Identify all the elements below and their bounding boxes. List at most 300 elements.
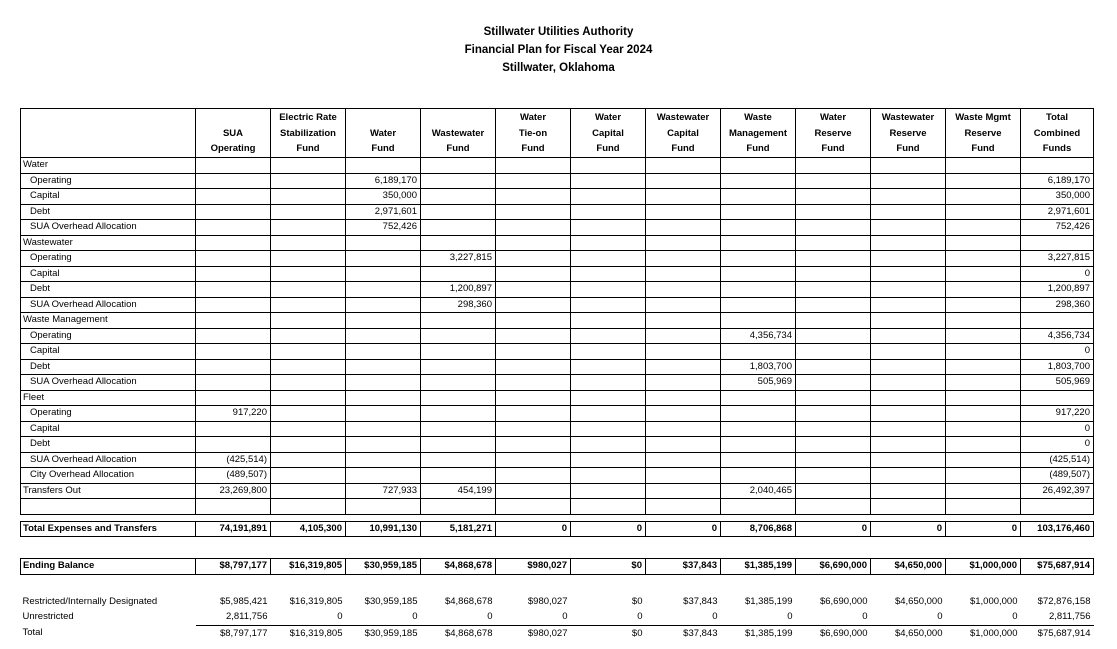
column-header-line [199,110,267,126]
amount-cell [346,235,421,251]
amount-cell [946,421,1021,437]
amount-cell [421,328,496,344]
amount-cell [421,359,496,375]
amount-cell [646,189,721,205]
amount-cell [271,452,346,468]
amount-cell [646,328,721,344]
section-row [21,158,1094,174]
summary-amount: $5,985,421 [219,595,268,607]
column-header-line: Fund [746,143,770,154]
column-header-line: Wastewater [656,112,710,123]
amount-cell [421,437,496,453]
amount-cell [196,282,271,298]
amount-cell: 454,199 [421,483,496,499]
amount-cell [421,266,496,282]
line-item-row [21,344,1094,360]
amount-cell [871,297,946,313]
line-item-row [21,266,1094,282]
column-header-line: Reserve [814,127,852,139]
amount-cell [346,328,421,344]
amount-cell [721,421,796,437]
header-corner-cell [21,109,196,158]
summary-amount: $980,027 [527,595,568,607]
amount-cell [946,173,1021,189]
amount-cell [571,313,646,329]
summary-amount: 0 [562,611,568,622]
column-header-line: Waste Mgmt [955,112,1011,123]
spacer-row [21,537,1094,559]
amount-cell [871,189,946,205]
column-header-line: Water [519,112,547,123]
line-item-row [21,375,1094,391]
amount-cell [871,468,946,484]
summary-amount: $16,319,805 [289,595,343,607]
amount-cell [196,235,271,251]
amount-cell [271,499,346,515]
row-label: Water [21,158,196,174]
amount-cell [646,158,721,174]
amount-cell [421,189,496,205]
amount-cell [721,173,796,189]
line-item-row [21,359,1094,375]
amount-cell [571,282,646,298]
amount-cell [871,220,946,236]
amount-cell [571,499,646,515]
amount-cell [646,313,721,329]
amount-cell [646,266,721,282]
amount-cell [271,189,346,205]
amount-cell: 752,426 [346,220,421,236]
column-header-line: Total [1046,112,1068,123]
summary-amount: 0 [337,611,343,622]
column-header-line: Combined [1033,127,1081,139]
amount-cell [796,359,871,375]
amount-cell [946,220,1021,236]
summary-row [21,625,1094,641]
amount-cell [271,437,346,453]
amount-cell [571,359,646,375]
row-label: Operating [21,173,196,189]
amount-cell [346,468,421,484]
amount-cell [946,359,1021,375]
total-expenses-amount: 0 [496,521,571,537]
amount-cell [721,158,796,174]
amount-cell [1021,390,1094,406]
column-header-line: Reserve [964,127,1002,139]
amount-cell [796,220,871,236]
amount-cell: 3,227,815 [1021,251,1094,267]
amount-cell [421,313,496,329]
amount-cell [796,282,871,298]
amount-cell [271,483,346,499]
amount-cell: 752,426 [1021,220,1094,236]
amount-cell [871,266,946,282]
total-expenses-amount: 0 [871,521,946,537]
ending-balance-amount: $8,797,177 [196,559,271,575]
amount-cell [196,204,271,220]
summary-row [21,609,1094,625]
amount-cell [571,297,646,313]
amount-cell [646,499,721,515]
report-title: Stillwater Utilities Authority [483,26,634,38]
amount-cell: 2,040,465 [721,483,796,499]
amount-cell [871,483,946,499]
amount-cell [571,390,646,406]
summary-amount: 0 [412,611,418,622]
amount-cell [796,452,871,468]
total-expenses-amount: 103,176,460 [1021,521,1094,537]
amount-cell: 298,360 [1021,297,1094,313]
amount-cell [646,421,721,437]
column-header-line: Capital [592,127,624,139]
amount-cell [871,344,946,360]
amount-cell [421,390,496,406]
row-label: Operating [21,251,196,267]
amount-cell [946,483,1021,499]
amount-cell [421,406,496,422]
amount-cell [346,499,421,515]
column-header-line: Wastewater [431,127,485,139]
amount-cell [496,173,571,189]
amount-cell [196,359,271,375]
column-header [721,109,796,158]
amount-cell: 26,492,397 [1021,483,1094,499]
amount-cell [271,468,346,484]
amount-cell [721,235,796,251]
amount-cell [796,375,871,391]
amount-cell: 4,356,734 [721,328,796,344]
amount-cell [346,344,421,360]
total-expenses-amount: 74,191,891 [196,521,271,537]
column-header-line: Capital [667,127,699,139]
total-expenses-amount: 0 [946,521,1021,537]
amount-cell: 23,269,800 [196,483,271,499]
amount-cell [571,468,646,484]
amount-cell [796,483,871,499]
report-location: Stillwater, Oklahoma [502,62,615,74]
summary-amount: $0 [631,595,643,607]
column-header-line: Fund [521,143,545,154]
amount-cell [796,235,871,251]
row-label [21,499,196,515]
amount-cell: 727,933 [346,483,421,499]
amount-cell [196,297,271,313]
amount-cell [646,483,721,499]
amount-cell: 0 [1021,344,1094,360]
amount-cell [721,251,796,267]
line-item-row [21,282,1094,298]
amount-cell: 0 [1021,266,1094,282]
amount-cell [646,359,721,375]
column-header-line [349,110,417,126]
amount-cell [346,390,421,406]
column-header-line: Waste [744,112,772,123]
ending-balance-amount: $980,027 [496,559,571,575]
amount-cell [946,235,1021,251]
amount-cell [646,375,721,391]
amount-cell [271,297,346,313]
amount-cell [271,313,346,329]
amount-cell [196,173,271,189]
row-label: Debt [21,282,196,298]
total-expenses-amount: 8,706,868 [721,521,796,537]
amount-cell [721,282,796,298]
amount-cell [721,344,796,360]
row-label: Operating [21,328,196,344]
amount-cell [871,375,946,391]
summary-amount: $980,027 [496,625,571,641]
amount-cell [421,452,496,468]
amount-cell [346,437,421,453]
total-expenses-amount: 0 [571,521,646,537]
amount-cell [271,375,346,391]
amount-cell [646,173,721,189]
total-expenses-amount: 0 [796,521,871,537]
summary-amount: 0 [637,611,643,622]
amount-cell [946,344,1021,360]
row-label: Debt [21,204,196,220]
row-label: Capital [21,266,196,282]
amount-cell [871,158,946,174]
amount-cell [796,344,871,360]
ending-balance-amount: $30,959,185 [346,559,421,575]
amount-cell [646,437,721,453]
amount-cell: 1,803,700 [1021,359,1094,375]
amount-cell [421,173,496,189]
amount-cell: 0 [1021,421,1094,437]
amount-cell [796,406,871,422]
row-label: City Overhead Allocation [21,468,196,484]
amount-cell [721,204,796,220]
amount-cell: (489,507) [196,468,271,484]
summary-amount: $4,650,000 [894,595,943,607]
summary-amount: $1,385,199 [721,625,796,641]
amount-cell [871,328,946,344]
amount-cell [646,297,721,313]
section-row [21,313,1094,329]
amount-cell [196,266,271,282]
amount-cell [1021,499,1094,515]
amount-cell [571,437,646,453]
amount-cell [646,282,721,298]
report-subtitle: Financial Plan for Fiscal Year 2024 [464,44,653,56]
amount-cell [571,266,646,282]
amount-cell [871,251,946,267]
row-label: Capital [21,421,196,437]
amount-cell [496,421,571,437]
amount-cell [346,359,421,375]
amount-cell: 1,200,897 [1021,282,1094,298]
amount-cell [946,499,1021,515]
total-expenses-label: Total Expenses and Transfers [21,521,196,537]
amount-cell [646,344,721,360]
amount-cell: 6,189,170 [346,173,421,189]
column-header-line: Water [369,127,397,139]
amount-cell [571,220,646,236]
amount-cell [421,235,496,251]
amount-cell [346,158,421,174]
summary-amount: 2,811,756 [1048,611,1091,622]
section-row [21,390,1094,406]
amount-cell [871,313,946,329]
amount-cell [796,421,871,437]
amount-cell [946,297,1021,313]
amount-cell [1021,313,1094,329]
amount-cell: 350,000 [1021,189,1094,205]
amount-cell [796,297,871,313]
amount-cell [796,173,871,189]
total-expenses-amount: 5,181,271 [421,521,496,537]
amount-cell [571,158,646,174]
amount-cell [796,251,871,267]
row-label: Debt [21,437,196,453]
amount-cell [496,297,571,313]
row-label: Waste Management [21,313,196,329]
amount-cell [571,483,646,499]
amount-cell [271,204,346,220]
amount-cell [946,452,1021,468]
row-label: SUA Overhead Allocation [21,452,196,468]
ending-balance-amount: $37,843 [646,559,721,575]
column-header-line: Water [594,112,622,123]
amount-cell [571,452,646,468]
line-item-row [21,468,1094,484]
line-item-row [21,173,1094,189]
spacer-cell [21,514,1094,521]
summary-amount: $1,385,199 [744,595,793,607]
column-header-line: Management [728,127,788,139]
spacer-row [21,574,1094,594]
row-label: Wastewater [21,235,196,251]
amount-cell: 350,000 [346,189,421,205]
row-label: Operating [21,406,196,422]
amount-cell [571,204,646,220]
amount-cell [496,313,571,329]
amount-cell [421,158,496,174]
amount-cell [496,204,571,220]
summary-amount: 2,811,756 [225,611,268,622]
column-header [796,109,871,158]
amount-cell [496,344,571,360]
column-header [946,109,1021,158]
column-header [496,109,571,158]
amount-cell [196,251,271,267]
ending-balance-amount: $16,319,805 [271,559,346,575]
column-header-line: Electric Rate [279,112,337,123]
amount-cell [1021,158,1094,174]
amount-cell [271,421,346,437]
amount-cell [496,251,571,267]
amount-cell [421,220,496,236]
amount-cell [721,266,796,282]
amount-cell [871,235,946,251]
amount-cell [271,251,346,267]
amount-cell [721,189,796,205]
amount-cell [271,390,346,406]
amount-cell [421,468,496,484]
amount-cell [721,499,796,515]
amount-cell [421,344,496,360]
column-header [646,109,721,158]
amount-cell [271,158,346,174]
summary-label: Unrestricted [22,611,74,623]
column-header [871,109,946,158]
amount-cell [646,220,721,236]
total-expenses-amount: 4,105,300 [271,521,346,537]
amount-cell [571,421,646,437]
column-header-line: Fund [296,143,320,154]
ending-balance-amount: $1,000,000 [946,559,1021,575]
amount-cell [196,344,271,360]
amount-cell [721,406,796,422]
amount-cell [496,220,571,236]
amount-cell [571,251,646,267]
amount-cell [571,375,646,391]
column-header-line: Fund [671,143,695,154]
amount-cell [496,468,571,484]
amount-cell [196,189,271,205]
amount-cell: 0 [1021,437,1094,453]
amount-cell [271,282,346,298]
amount-cell [271,344,346,360]
row-label: Fleet [21,390,196,406]
amount-cell [496,189,571,205]
column-header [1021,109,1094,158]
amount-cell [871,204,946,220]
amount-cell [346,421,421,437]
summary-amount: $16,319,805 [271,625,346,641]
column-header-line: Fund [596,143,620,154]
column-header-row [21,109,1094,158]
amount-cell [421,375,496,391]
row-label: SUA Overhead Allocation [21,375,196,391]
amount-cell [571,189,646,205]
spacer-cell [21,574,1094,594]
summary-amount: $30,959,185 [364,595,418,607]
summary-amount: 0 [787,611,793,622]
amount-cell [646,452,721,468]
summary-amount: 0 [1012,611,1018,622]
amount-cell [721,220,796,236]
amount-cell [346,313,421,329]
amount-cell [796,189,871,205]
spacer-row [21,514,1094,521]
amount-cell [496,375,571,391]
section-row [21,499,1094,515]
summary-label: Total [22,627,43,639]
amount-cell [871,406,946,422]
ending-balance-row [21,559,1094,575]
column-header-line: Fund [821,143,845,154]
column-header-line: SUA [222,127,244,139]
amount-cell [946,189,1021,205]
summary-amount: $4,650,000 [871,625,946,641]
column-header-line: Fund [896,143,920,154]
amount-cell [571,328,646,344]
amount-cell: 298,360 [421,297,496,313]
amount-cell [871,437,946,453]
summary-amount: $72,876,158 [1037,595,1091,607]
amount-cell [946,375,1021,391]
column-header-line: Tie-on [518,127,548,139]
amount-cell [496,282,571,298]
summary-amount: $4,868,678 [444,595,493,607]
column-header [271,109,346,158]
amount-cell [871,452,946,468]
amount-cell [721,452,796,468]
amount-cell [946,390,1021,406]
amount-cell: 3,227,815 [421,251,496,267]
